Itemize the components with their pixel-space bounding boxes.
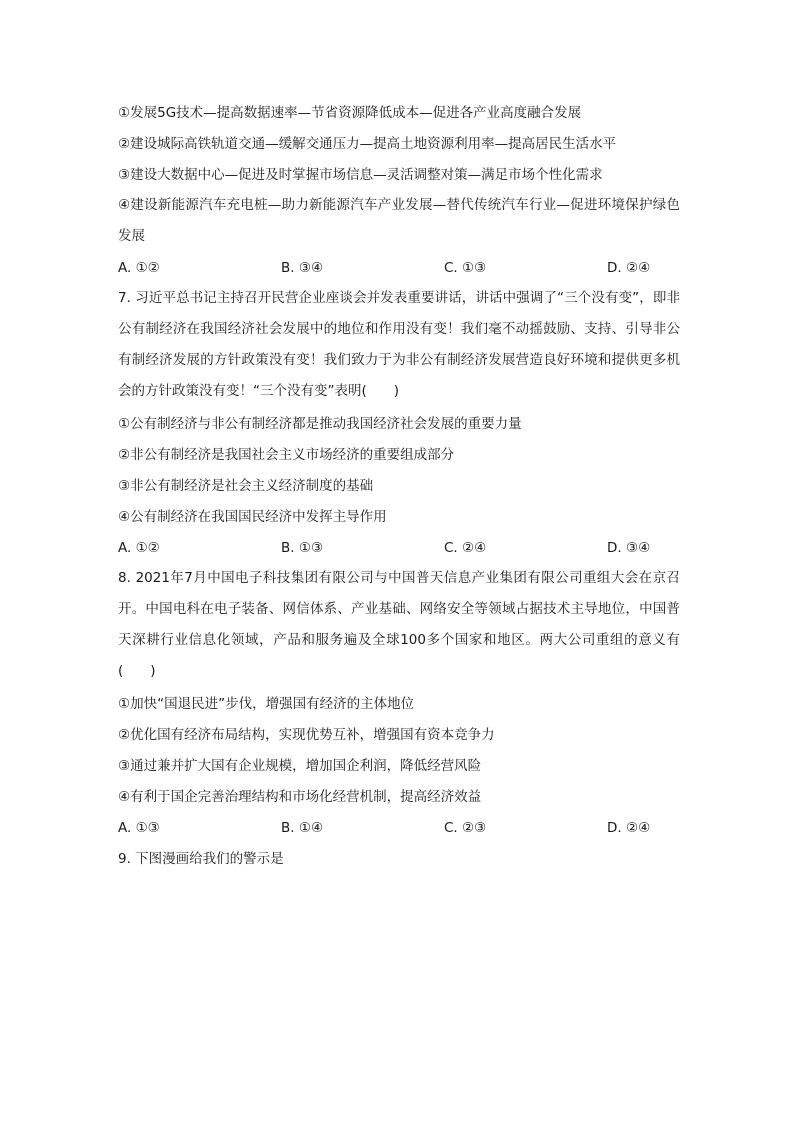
q8-option-b: B. ①④ (281, 820, 324, 836)
q8-item-3: ③通过兼并扩大国有企业规模，增加国企利润，降低经营风险 (118, 758, 482, 774)
q7-item-4: ④公有制经济在我国国民经济中发挥主导作用 (118, 509, 387, 525)
q6-item-1: ①发展5G技术—提高数据速率—节省资源降低成本—促进各产业高度融合发展 (118, 105, 582, 121)
q9-stem: 9. 下图漫画给我们的警示是 (118, 851, 284, 867)
q7-options (118, 539, 678, 557)
q8-stem: 8. 2021年7月中国电子科技集团有限公司与中国普天信息产业集团有限公司重组大会在京召开。中国电科在电子装备、网信体系、产业基础、网络安全等领域占据技术主导地位，中国普天深耕行业信息化领域，产品和服务遍及全球100多个国家和地区。两大公司重组的意义有( ) (118, 570, 680, 679)
q6-option-a: A. ①② (118, 260, 160, 276)
q7-item-3: ③非公有制经济是社会主义经济制度的基础 (118, 478, 374, 494)
q7-item-1: ①公有制经济与非公有制经济都是推动我国经济社会发展的重要力量 (118, 416, 522, 432)
q6-item-4: ④建设新能源汽车充电桩—助力新能源汽车产业发展—替代传统汽车行业—促进环境保护绿色发展 (118, 197, 680, 244)
q6-option-d: D. ②④ (607, 260, 651, 276)
q6-options (118, 259, 678, 277)
q7-item-2: ②非公有制经济是我国社会主义市场经济的重要组成部分 (118, 447, 455, 463)
q8-options (118, 819, 678, 837)
q8-option-a: A. ①③ (118, 820, 160, 836)
q8-item-4: ④有利于国企完善治理结构和市场化经营机制，提高经济效益 (118, 789, 482, 805)
q8-item-1: ①加快“国退民进”步伐，增强国有经济的主体地位 (118, 696, 415, 712)
q6-option-c: C. ①③ (444, 260, 487, 276)
q8-option-c: C. ②③ (444, 820, 487, 836)
q7-option-b: B. ①③ (281, 540, 324, 556)
q7-option-c: C. ②④ (444, 540, 487, 556)
q8-item-2: ②优化国有经济布局结构，实现优势互补，增强国有资本竞争力 (118, 727, 495, 743)
q6-option-b: B. ③④ (281, 260, 324, 276)
q6-item-3: ③建设大数据中心—促进及时掌握市场信息—灵活调整对策—满足市场个性化需求 (118, 167, 603, 183)
q7-stem: 7. 习近平总书记主持召开民营企业座谈会并发表重要讲话，讲话中强调了“三个没有变”，即非公有制经济在我国经济社会发展中的地位和作用没有变！我们毫不动摇鼓励、支持、引导非公有制经济发展的方针政策没有变！我们致力于为非公有制经济发展营造良好环境和提供更多机会的方针政策没有变！“三个没有变”表明( ) (118, 290, 680, 399)
q8-option-d: D. ②④ (607, 820, 651, 836)
q7-option-d: D. ③④ (607, 540, 651, 556)
q6-item-2: ②建设城际高铁轨道交通—缓解交通压力—提高土地资源利用率—提高居民生活水平 (118, 136, 617, 152)
q7-option-a: A. ①② (118, 540, 160, 556)
